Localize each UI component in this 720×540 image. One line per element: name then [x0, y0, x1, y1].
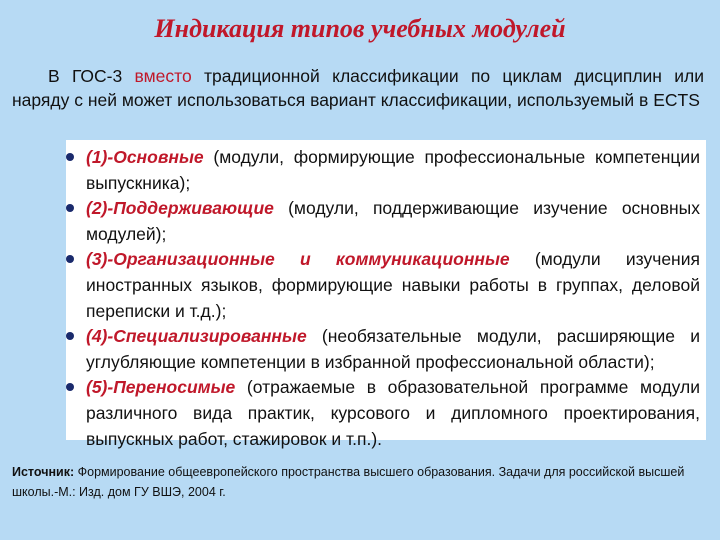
module-description: (отражаемые в образовательной программе модули различного вида практик, курсового и дипломного проектирования, выпускных работ, стажировок и т.п.).: [86, 377, 700, 449]
source-note: [12, 462, 702, 502]
bullet-icon: [66, 383, 74, 391]
module-term: (2)-Поддерживающие: [86, 198, 274, 218]
module-description: (модули, формирующие профессиональные компетенции выпускника);: [86, 147, 700, 193]
list-item: [86, 323, 700, 375]
module-term: (3)-Организационные и коммуникационные: [86, 249, 510, 269]
source-text: Формирование общеевропейского пространства высшего образования. Задачи для российской высшей школы.-М.: Изд. дом ГУ ВШЭ, 2004 г.: [12, 465, 685, 499]
list-item: [86, 374, 700, 452]
bullet-icon: [66, 255, 74, 263]
module-term: (4)-Специализированные: [86, 326, 307, 346]
intro-lead: В ГОС-3: [48, 66, 123, 86]
module-description: (необязательные модули, расширяющие и углубляющие компетенции в избранной профессиональной области);: [86, 326, 700, 372]
bullet-icon: [66, 153, 74, 161]
intro-paragraph: [12, 64, 704, 112]
slide-title: Индикация типов учебных модулей: [154, 14, 566, 43]
source-label: Источник:: [12, 465, 75, 479]
module-description: (модули изучения иностранных языков, формирующие навыки работы в группах, деловой переписки и т.д.);: [86, 249, 700, 321]
list-item: [86, 195, 700, 247]
list-item: [86, 246, 700, 324]
bullet-icon: [66, 332, 74, 340]
module-term: (5)-Переносимые: [86, 377, 236, 397]
bullet-icon: [66, 204, 74, 212]
list-item: [86, 144, 700, 196]
module-description: (модули, поддерживающие изучение основных модулей);: [86, 198, 700, 244]
intro-highlight: вместо: [134, 66, 192, 86]
intro-rest: традиционной классификации по циклам дисциплин или наряду с ней может использоваться вариант классификации, используемый в ECTS: [12, 66, 705, 110]
module-term: (1)-Основные: [86, 147, 204, 167]
